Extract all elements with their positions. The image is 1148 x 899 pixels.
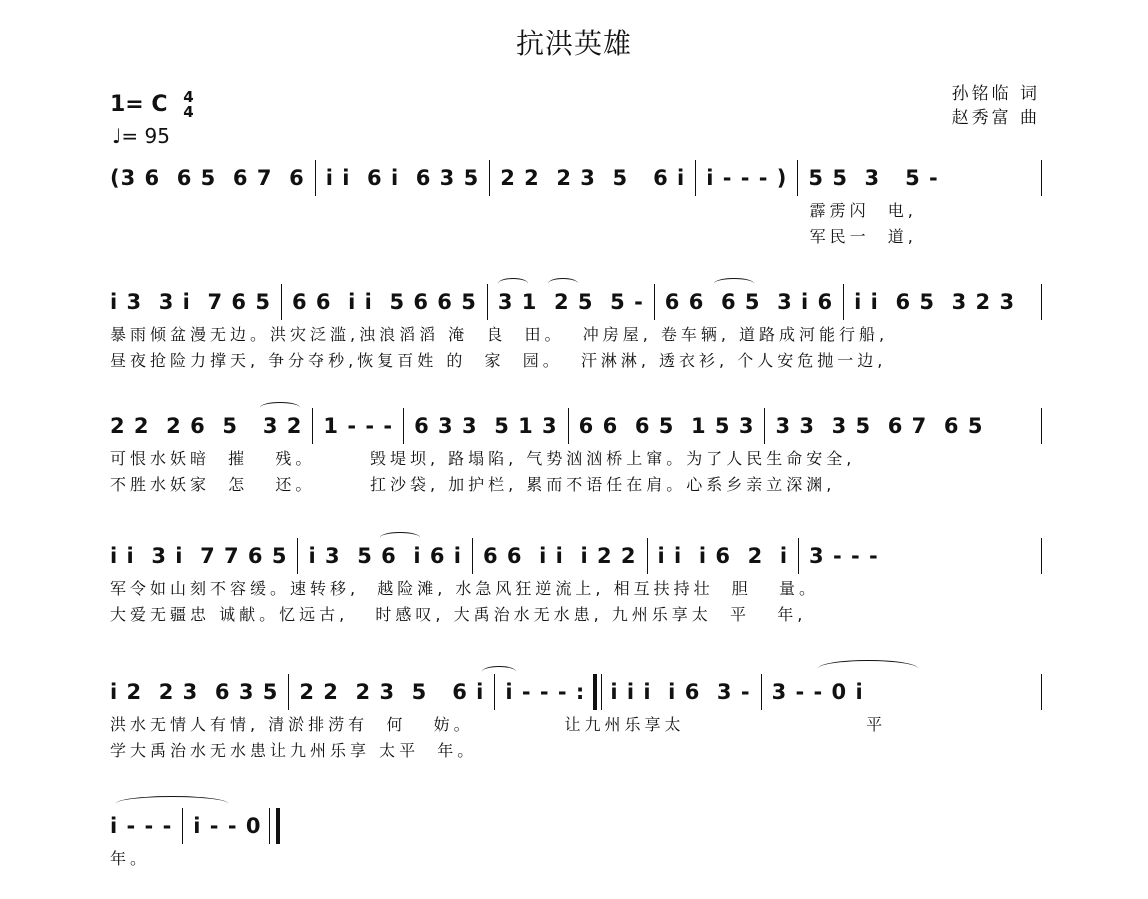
measure: i - - - ) bbox=[706, 166, 788, 190]
barline bbox=[315, 160, 316, 196]
score-row-3 bbox=[110, 406, 1042, 498]
time-signature bbox=[183, 90, 193, 120]
key-label: 1= C bbox=[110, 92, 168, 117]
measure: 6 6 6 5 1 5 3 bbox=[578, 414, 755, 438]
lyrics-verse-1: 洪水无情人有情, 清淤排涝有 何 妨。 让九州乐享太 平 bbox=[110, 715, 887, 734]
barline bbox=[487, 284, 488, 320]
lyrics-verse-1: 可恨水妖暗 摧 残。 毁堤坝, 路塌陷, 气势汹汹桥上窜。为了人民生命安全, bbox=[110, 449, 856, 468]
barline-end bbox=[1041, 284, 1042, 320]
slur bbox=[260, 402, 300, 413]
measure: i i 3 i 7 7 6 5 bbox=[110, 544, 288, 568]
repeat-barline bbox=[593, 674, 602, 710]
slur bbox=[482, 666, 516, 677]
key-signature bbox=[110, 90, 194, 120]
score-row-5 bbox=[110, 672, 1042, 764]
barline bbox=[798, 538, 799, 574]
barline bbox=[403, 408, 404, 444]
barline bbox=[695, 160, 696, 196]
notes-line bbox=[110, 536, 1042, 576]
barline-end bbox=[1041, 538, 1042, 574]
lyrics-verse-1: 暴雨倾盆漫无边。洪灾泛滥,浊浪滔滔 淹 良 田。 冲房屋, 卷车辆, 道路成河能行船, bbox=[110, 325, 889, 344]
measure: 1 - - - bbox=[323, 414, 394, 438]
score-row-6 bbox=[110, 806, 350, 872]
lyrics-verse-1: 年。 bbox=[110, 849, 151, 868]
notes-line bbox=[110, 282, 1042, 322]
measure: 2 2 2 3 5 6 i bbox=[299, 680, 485, 704]
barline bbox=[182, 808, 183, 844]
barline-end bbox=[1041, 408, 1042, 444]
measure: 6 6 6 5 3 i 6 bbox=[664, 290, 834, 314]
barline bbox=[472, 538, 473, 574]
measure: i i 6 5 3 2 3 bbox=[854, 290, 1016, 314]
lyrics-verse-1: 霹雳闪 电, bbox=[110, 201, 917, 220]
barline-end bbox=[1041, 674, 1042, 710]
notes-line bbox=[110, 406, 1042, 446]
slur bbox=[380, 532, 420, 543]
measure: i - - - : bbox=[505, 680, 586, 704]
slur bbox=[714, 278, 754, 289]
measure: 6 6 i i i 2 2 bbox=[482, 544, 637, 568]
barline bbox=[297, 538, 298, 574]
notes-line bbox=[110, 672, 1042, 712]
barline bbox=[647, 538, 648, 574]
song-title: 抗洪英雄 bbox=[515, 27, 632, 60]
score-row-2 bbox=[110, 282, 1042, 374]
credits bbox=[952, 82, 1040, 130]
lyrics-verse-2: 学大禹治水无水患让九州乐享 太平 年。 bbox=[110, 741, 478, 760]
measure: 3 1 2 5 5 - bbox=[497, 290, 644, 314]
composer-credit: 赵秀富 曲 bbox=[951, 108, 1040, 128]
score-row-4 bbox=[110, 536, 1042, 628]
slur bbox=[548, 278, 578, 289]
tempo-marking: ♩= 95 bbox=[112, 124, 170, 148]
measure: i i 6 i 6 3 5 bbox=[325, 166, 480, 190]
barline bbox=[312, 408, 313, 444]
measure: i - - - bbox=[110, 814, 173, 838]
lyrics-verse-2: 昼夜抢险力撑天, 争分夺秒,恢复百姓 的 家 园。 汗淋淋, 透衣衫, 个人安危抛一边, bbox=[110, 351, 887, 370]
time-top: 4 bbox=[183, 88, 194, 106]
barline bbox=[489, 160, 490, 196]
measure: 5 5 3 5 - bbox=[808, 166, 939, 190]
measure: 6 6 i i 5 6 6 5 bbox=[291, 290, 477, 314]
lyrics-verse-1: 军令如山刻不容缓。速转移, 越险滩, 水急风狂逆流上, 相互扶持壮 胆 量。 bbox=[110, 579, 820, 598]
measure: i i i 6 2 i bbox=[657, 544, 789, 568]
barline bbox=[281, 284, 282, 320]
measure: i i i i 6 3 - bbox=[610, 680, 751, 704]
barline bbox=[764, 408, 765, 444]
measure: 3 - - 0 i bbox=[771, 680, 864, 704]
lyricist-credit: 孙铭临 词 bbox=[951, 84, 1040, 104]
measure: i 2 2 3 6 3 5 bbox=[110, 680, 279, 704]
measure: i - - 0 bbox=[193, 814, 262, 838]
barline bbox=[761, 674, 762, 710]
barline bbox=[843, 284, 844, 320]
final-barline bbox=[269, 808, 280, 844]
time-bottom: 4 bbox=[183, 103, 194, 121]
measure: i 3 5 6 i 6 i bbox=[308, 544, 462, 568]
score-row-1 bbox=[110, 158, 1042, 250]
measure: i 3 3 i 7 6 5 bbox=[110, 290, 271, 314]
barline bbox=[654, 284, 655, 320]
measure: 3 3 3 5 6 7 6 5 bbox=[775, 414, 984, 438]
measure: 2 2 2 6 5 3 2 bbox=[110, 414, 303, 438]
measure: 3 - - - bbox=[809, 544, 879, 568]
tie bbox=[818, 660, 918, 677]
barline-end bbox=[1041, 160, 1042, 196]
lyrics-verse-2: 军民一 道, bbox=[110, 227, 917, 246]
notes-line bbox=[110, 158, 1042, 198]
notes-line bbox=[110, 806, 350, 846]
lyrics-verse-2: 不胜水妖家 怎 还。 扛沙袋, 加护栏, 累而不语任在肩。心系乡亲立深渊, bbox=[110, 475, 836, 494]
measure: (3 6 6 5 6 7 6 bbox=[110, 166, 305, 190]
measure: 2 2 2 3 5 6 i bbox=[500, 166, 686, 190]
lyrics-verse-2: 大爱无疆忠 诚献。忆远古, 时感叹, 大禹治水无水患, 九州乐享太 平 年, bbox=[110, 605, 807, 624]
barline bbox=[797, 160, 798, 196]
barline bbox=[288, 674, 289, 710]
tie bbox=[116, 796, 228, 811]
barline bbox=[494, 674, 495, 710]
slur bbox=[498, 278, 528, 289]
barline bbox=[568, 408, 569, 444]
measure: 6 3 3 5 1 3 bbox=[414, 414, 558, 438]
